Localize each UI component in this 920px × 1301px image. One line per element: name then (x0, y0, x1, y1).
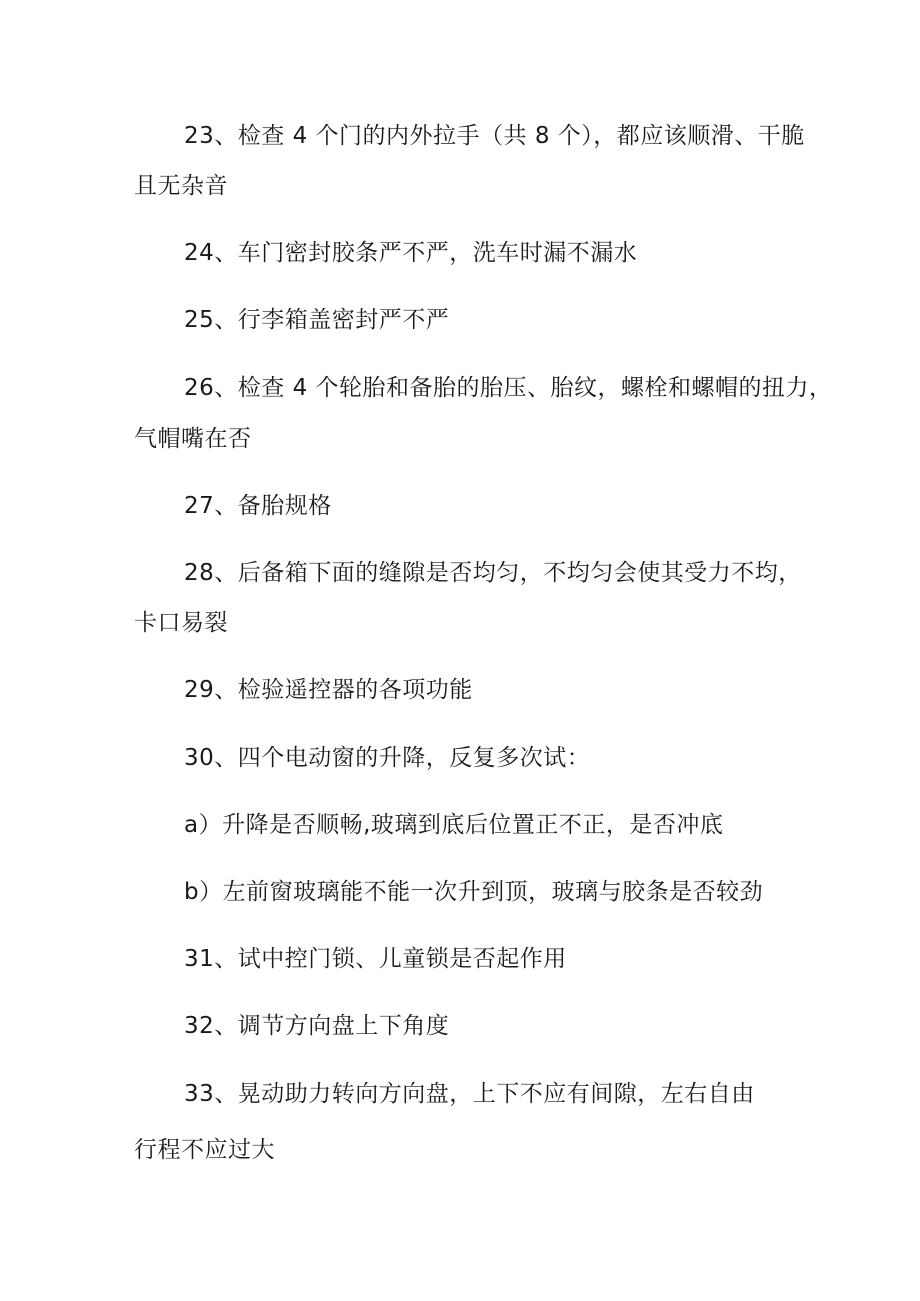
item-30b-line-1: b）左前窗玻璃能不能一次升到顶，玻璃与胶条是否较劲 (184, 879, 764, 905)
item-32-line-1: 32、调节方向盘上下角度 (184, 1013, 450, 1039)
item-24-line-1: 24、车门密封胶条严不严，洗车时漏不漏水 (184, 240, 638, 266)
item-28-line-1: 28、后备箱下面的缝隙是否均匀，不均匀会使其受力不均， (184, 560, 802, 586)
item-33-line-2: 行程不应过大 (134, 1137, 275, 1163)
item-30a-line-1: a）升降是否顺畅,玻璃到底后位置正不正，是否冲底 (184, 812, 724, 838)
item-23-line-2: 且无杂音 (134, 173, 228, 199)
item-33-line-1: 33、晃动助力转向方向盘，上下不应有间隙，左右自由 (184, 1081, 755, 1107)
item-26-line-1: 26、检查 4 个轮胎和备胎的胎压、胎纹，螺栓和螺帽的扭力， (184, 375, 833, 401)
item-29-line-1: 29、检验遥控器的各项功能 (184, 677, 473, 703)
item-23-line-1: 23、检查 4 个门的内外拉手（共 8 个），都应该顺滑、干脆 (184, 123, 805, 149)
item-30-line-1: 30、四个电动窗的升降，反复多次试： (184, 745, 591, 771)
item-31-line-1: 31、试中控门锁、儿童锁是否起作用 (184, 946, 567, 972)
item-27-line-1: 27、备胎规格 (184, 493, 332, 519)
item-26-line-2: 气帽嘴在否 (134, 426, 252, 452)
item-28-line-2: 卡口易裂 (134, 610, 228, 636)
item-25-line-1: 25、行李箱盖密封严不严 (184, 307, 450, 333)
